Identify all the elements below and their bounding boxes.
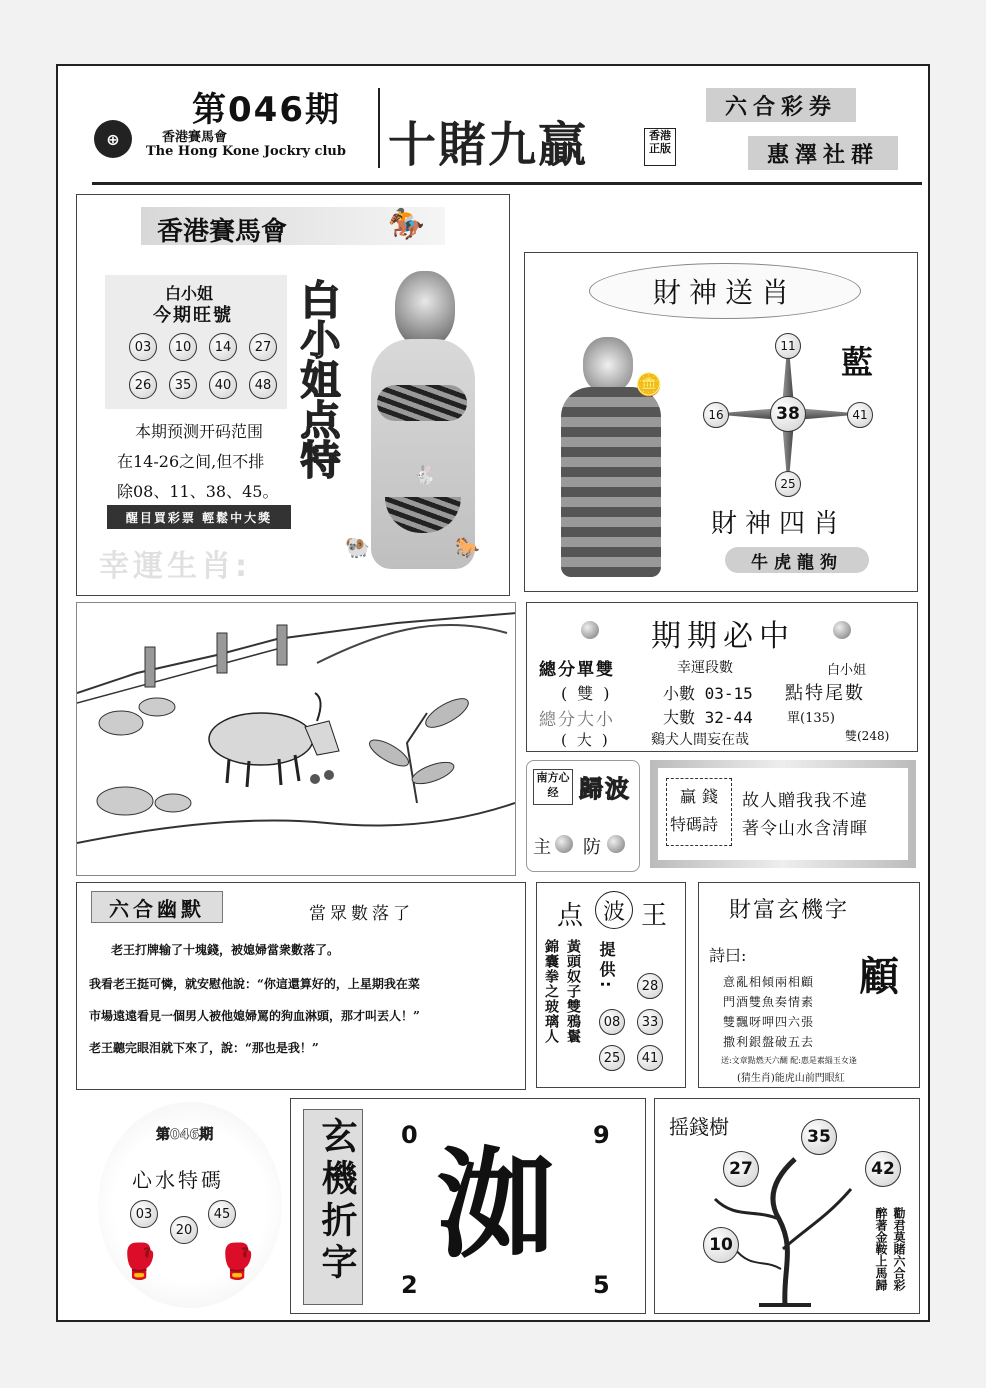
- dianbo-ball: 25: [599, 1045, 625, 1071]
- qiqi-r2-mid: 小數 03-15: [663, 684, 753, 703]
- poem-inner: [658, 768, 908, 860]
- riddle-guess: (猜生肖)能虎山前門眼紅: [737, 1073, 845, 1084]
- lucky-ball: 48: [249, 371, 277, 399]
- xinshui-title: 心水特碼: [132, 1168, 224, 1192]
- guibo-main-label: 主: [533, 837, 551, 858]
- vertical-title: 白小姐点特: [294, 279, 340, 479]
- model-photo: [345, 265, 505, 575]
- riddle-panel: [698, 882, 920, 1088]
- tree-ball-3: 42: [865, 1151, 901, 1187]
- money-tree-title: 摇錢樹: [669, 1115, 729, 1139]
- hkjc-panel: [76, 194, 510, 596]
- wealth-god-panel: [524, 252, 918, 592]
- card-title-1: 白小姐: [165, 284, 214, 303]
- guibo-tag: 南方心经: [533, 769, 573, 805]
- qiqi-r1-right: 白小姐: [827, 663, 867, 678]
- ingot-icon: 🪙: [635, 373, 663, 398]
- faded-lucky-zodiac: 幸運生肖:: [99, 549, 251, 584]
- dianbo-ball: 28: [637, 973, 663, 999]
- dianbo-panel: [536, 882, 686, 1088]
- rabbit-tattoo-icon: 🐇: [413, 465, 436, 486]
- humor-subtitle: 當眾數落了: [309, 904, 414, 924]
- card-title-2: 今期旺號: [153, 305, 233, 326]
- dianbo-ball: 41: [637, 1045, 663, 1071]
- poem-label-1: 贏錢: [680, 787, 725, 806]
- slogan-banner: 醒目買彩票 輕鬆中大獎: [107, 505, 291, 529]
- god-robe: [561, 387, 661, 577]
- compass-left: 16: [703, 402, 729, 428]
- qiqi-r4-mid: 鷄犬人間妄在哉: [651, 732, 749, 748]
- humor-p1: 老王打牌输了十塊錢，被媳婦當衆數落了。: [111, 943, 340, 957]
- header-divider: [378, 88, 380, 168]
- boxing-glove-icon: 🥊: [216, 1242, 259, 1282]
- poem-line-1: 故人贈我我不違: [742, 791, 868, 811]
- riddle-big-char: 顧: [859, 953, 899, 1000]
- poem-label-2: 特碼詩: [670, 815, 719, 834]
- range-line-2: 在14-26之间,但不排: [117, 452, 265, 471]
- compass-right: 41: [847, 402, 873, 428]
- wealth-god-title-oval: [589, 263, 861, 319]
- range-line-1: 本期预测开码范围: [135, 422, 264, 441]
- xinshui-panel: [98, 1102, 282, 1308]
- qiqi-r2-label: (雙): [561, 684, 620, 703]
- riddle-line-4: 撒利銀盤破五去: [723, 1035, 815, 1049]
- xuanji-num-tr: 9: [593, 1121, 610, 1149]
- xuanji-num-bl: 2: [401, 1271, 418, 1299]
- riddle-line-2: 門酒雙魚奏情素: [723, 995, 815, 1009]
- club-name-cn: 香港賽馬會: [162, 130, 228, 145]
- wealth-god-subtitle: 財神四肖: [711, 509, 848, 539]
- qiqi-title: 期期必中: [651, 619, 795, 654]
- lucky-ball: 26: [129, 371, 157, 399]
- wealth-god-title: 財神送肖: [652, 276, 797, 309]
- humor-p2: 我看老王挺可憐，就安慰他說：“你這還算好的，上星期我在菜: [89, 977, 420, 991]
- xinshui-ball: 20: [170, 1216, 198, 1244]
- club-logo: ⊕: [94, 120, 132, 158]
- goat-scene: [77, 603, 515, 875]
- model-top-stripes: [377, 385, 467, 421]
- riddle-line-1: 意亂相傾兩相顧: [723, 975, 815, 989]
- tag-mark-six: 六合彩券: [706, 88, 856, 122]
- tree-verse-2: 醉著金鞍上馬歸: [874, 1207, 888, 1291]
- lucky-card: [105, 275, 287, 409]
- xuanji-num-tl: 0: [401, 1121, 418, 1149]
- dianbo-provide: 提供:: [597, 941, 616, 992]
- riddle-poem-label: 詩曰:: [709, 946, 747, 965]
- lucky-ball: 03: [129, 333, 157, 361]
- xinshui-issue: 第046期: [156, 1127, 214, 1143]
- qiqi-r2-right: 點特尾數: [785, 683, 865, 704]
- qiqi-panel: [526, 602, 918, 752]
- tree-ball-4: 10: [703, 1227, 739, 1263]
- tree-ball-2: 27: [723, 1151, 759, 1187]
- compass-bottom: 25: [775, 471, 801, 497]
- qiqi-r1-mid: 幸運段數: [677, 660, 733, 676]
- xinshui-ball: 45: [208, 1200, 236, 1228]
- poem-panel: [650, 760, 916, 868]
- guibo-guard-ball: [607, 835, 625, 853]
- dianbo-title-b: 波: [595, 891, 633, 929]
- xuanji-num-br: 5: [593, 1271, 610, 1299]
- header: [58, 66, 928, 188]
- qiqi-r4-right: 雙(248): [845, 729, 890, 743]
- header-rule: [92, 182, 922, 185]
- qiqi-r4-label: (大): [561, 731, 618, 749]
- issue-number: 第046期: [192, 90, 341, 130]
- range-line-3: 除08、11、38、45。: [117, 482, 279, 501]
- dianbo-ball: 08: [599, 1009, 625, 1035]
- main-title: 十賭九贏: [388, 117, 589, 173]
- dianbo-verse-2: 黃頭奴子雙鴉鬟: [565, 939, 581, 1044]
- compass-center: 38: [770, 396, 806, 432]
- model-head: [395, 271, 455, 347]
- horse-icon: 🐎: [455, 535, 480, 559]
- lucky-ball: 14: [209, 333, 237, 361]
- goat-illustration: [76, 602, 516, 876]
- qiqi-r3-right: 單(135): [787, 711, 835, 726]
- lucky-ball: 40: [209, 371, 237, 399]
- hkjc-banner-text: 香港賽馬會: [157, 217, 288, 247]
- compass-top: 11: [775, 333, 801, 359]
- coin-icon: [581, 621, 599, 639]
- coin-icon: [833, 621, 851, 639]
- tree-ball-1: 35: [801, 1119, 837, 1155]
- humor-title: 六合幽默: [91, 891, 223, 923]
- tag-community: 惠澤社群: [748, 136, 898, 170]
- lucky-ball: 27: [249, 333, 277, 361]
- riddle-title: 財富玄機字: [729, 898, 850, 923]
- xuanji-panel: [290, 1098, 646, 1314]
- humor-panel: [76, 882, 526, 1090]
- poem-line-2: 著令山水含清暉: [742, 819, 868, 839]
- lucky-ball: 35: [169, 371, 197, 399]
- dianbo-ball: 33: [637, 1009, 663, 1035]
- boxing-glove-icon: 🥊: [118, 1242, 161, 1282]
- tree-verse-1: 勸君莫賭六合彩: [892, 1207, 906, 1291]
- horse-racing-icon: 🏇: [387, 207, 425, 242]
- lucky-color: 藍: [841, 343, 874, 381]
- riddle-note: 送:文章點燃天六醐 配:惠是素緇玉女逢: [721, 1056, 857, 1065]
- humor-p4: 老王聽完眼泪就下來了，說：“那也是我！”: [89, 1041, 319, 1055]
- lucky-ball: 10: [169, 333, 197, 361]
- dianbo-title-c: 王: [641, 901, 668, 931]
- club-name-en: The Hong Kone Jockry club: [146, 144, 346, 159]
- god-head: [583, 337, 633, 393]
- xinshui-ball: 03: [130, 1200, 158, 1228]
- dianbo-title-a: 点: [557, 901, 584, 931]
- newsletter-page: [56, 64, 930, 1322]
- qiqi-r3-mid: 大數 32-44: [663, 708, 753, 727]
- humor-p3: 市場遠遠看見一個男人被他媳婦罵的狗血淋頭，那才叫丟人！”: [89, 1009, 420, 1023]
- ram-icon: 🐏: [345, 535, 370, 559]
- xuanji-big-char: 洳: [437, 1136, 556, 1274]
- hkjc-banner: [141, 207, 445, 245]
- xuanji-title: 玄機折字: [316, 1117, 357, 1285]
- riddle-line-3: 雙飄呀呷四六張: [723, 1015, 815, 1029]
- guibo-main-ball: [555, 835, 573, 853]
- qiqi-r3-label: 總分大小: [539, 710, 615, 730]
- guibo-title: 歸波: [579, 775, 631, 803]
- money-tree-panel: [654, 1098, 920, 1314]
- zodiac-tag: 牛虎龍狗: [725, 547, 869, 573]
- guibo-panel: [526, 760, 640, 872]
- edition-tag: 香港正版: [644, 128, 676, 166]
- wealth-god-figure: [547, 333, 675, 581]
- qiqi-r1-label: 總分單雙: [539, 660, 615, 680]
- dianbo-verse-1: 錦囊拳之玻璃人: [543, 939, 559, 1044]
- guibo-guard-label: 防: [583, 837, 601, 858]
